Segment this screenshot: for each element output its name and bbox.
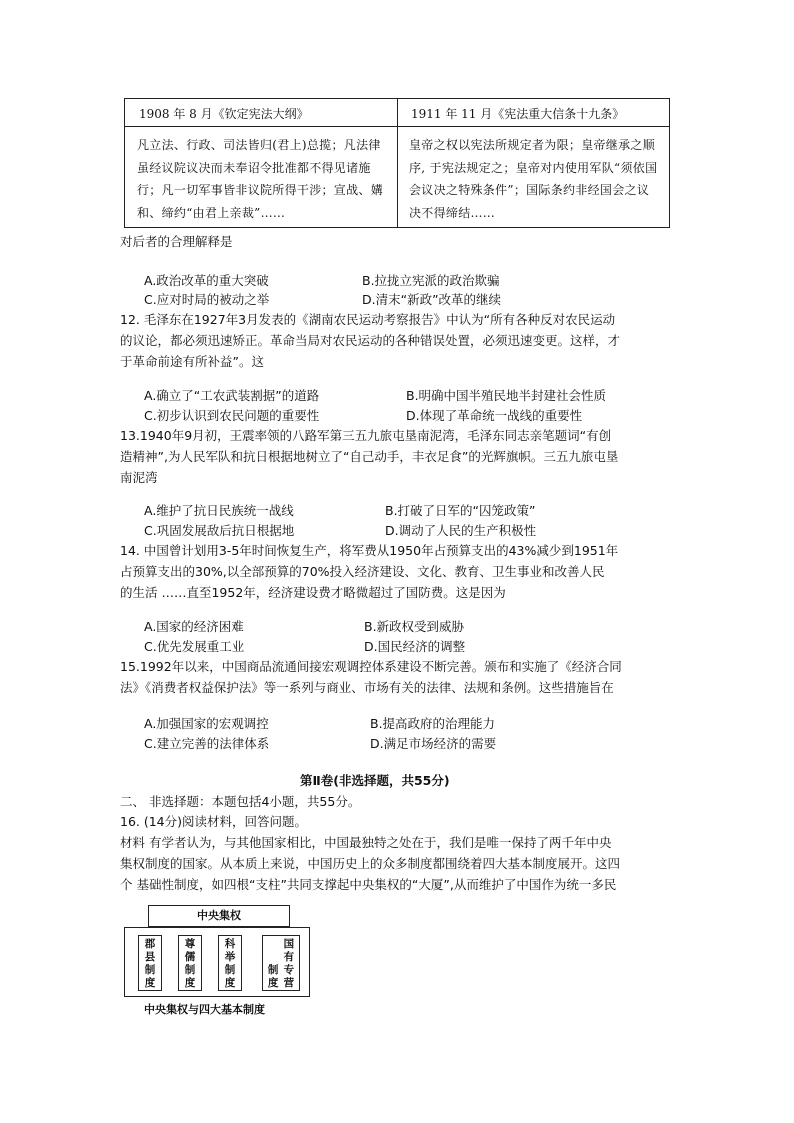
comparison-table bbox=[124, 98, 670, 228]
section-heading: 二、 非选择题：本题包括4小题，共55分。 bbox=[120, 794, 361, 809]
material-line2: 集权制度的国家。从本质上来说，中国历史上的众多制度都围绕着四大基本制度展开。这四 bbox=[120, 856, 621, 871]
q11-option-a[interactable]: A.政治改革的重大突破 bbox=[144, 273, 269, 288]
pillar-4-label-b: 国有专营 bbox=[283, 938, 295, 989]
pillar-4-label-a: 制度 bbox=[267, 964, 279, 989]
q11-option-d[interactable]: D.清末“新政”改革的继续 bbox=[362, 292, 502, 307]
q12-stem-line2: 的议论，都必须迅速矫正。革命当局对农民运动的各种错误处置，必须迅速变更。这样，才 bbox=[120, 333, 621, 348]
q11-option-b[interactable]: B.拉拢立宪派的政治欺骗 bbox=[362, 273, 500, 288]
table-header-left: 1908 年 8 月《钦定宪法大纲》 bbox=[139, 107, 309, 121]
q16-heading: 16. (14分)阅读材料，回答问题。 bbox=[120, 814, 308, 829]
diagram-caption: 中央集权与四大基本制度 bbox=[144, 1003, 265, 1016]
q14-stem-line3: 的生活 ……直至1952年，经济建设费才略微超过了国防费。这是因为 bbox=[120, 585, 506, 600]
part2-title: 第Ⅱ卷(非选择题，共55分) bbox=[300, 773, 450, 788]
q12-stem-line1: 12. 毛泽东在1927年3月发表的《湖南农民运动考察报告》中认为“所有各种反对农民运动 bbox=[120, 312, 616, 327]
q14-stem-line1: 14. 中国曾计划用3-5年时间恢复生产，将军费从1950年占预算支出的43%减少到1951年 bbox=[120, 543, 619, 558]
pillar-2-label: 尊儒制度 bbox=[184, 938, 196, 989]
central-power-diagram bbox=[124, 905, 310, 1017]
table-divider-vertical bbox=[397, 99, 398, 227]
pillar-3 bbox=[218, 935, 242, 991]
q11-option-c[interactable]: C.应对时局的被动之举 bbox=[144, 292, 270, 307]
diagram-roof: 中央集权 bbox=[148, 905, 290, 927]
q14-option-b[interactable]: B.新政权受到威胁 bbox=[364, 619, 465, 634]
pillar-3-label: 科举制度 bbox=[224, 938, 236, 989]
q15-option-b[interactable]: B.提高政府的治理能力 bbox=[370, 716, 496, 731]
q15-stem-line2: 法》《消费者权益保护法》等一系列与商业、市场有关的法律、法规和条例。这些措施旨在 bbox=[120, 680, 614, 695]
q13-option-d[interactable]: D.调动了人民的生产积极性 bbox=[385, 523, 537, 538]
pillar-1 bbox=[138, 935, 162, 991]
q13-option-c[interactable]: C.巩固发展敌后抗日根据地 bbox=[144, 523, 295, 538]
q13-option-b[interactable]: B.打破了日军的“囚笼政策” bbox=[385, 503, 536, 518]
pillar-2 bbox=[178, 935, 202, 991]
table-cell-right: 皇帝之权以宪法所规定者为限；皇帝继承之顺序, 于宪法规定之；皇帝对内使用军队“须依国会议决之特殊条件”；国际条约非经国会之议决不得缔结…… bbox=[409, 138, 658, 220]
q15-option-c[interactable]: C.建立完善的法律体系 bbox=[144, 736, 270, 751]
table-divider-horizontal bbox=[125, 126, 669, 127]
q12-option-c[interactable]: C.初步认识到农民问题的重要性 bbox=[144, 408, 320, 423]
q14-stem-line2: 占预算支出的30%,以全部预算的70%投入经济建设、文化、教育、卫生事业和改善人民 bbox=[120, 564, 605, 579]
q14-option-a[interactable]: A.国家的经济困难 bbox=[144, 619, 244, 634]
material-line1: 材料 有学者认为，与其他国家相比，中国最独特之处在于，我们是唯一保持了两千年中央 bbox=[120, 835, 612, 850]
pillar-1-label: 郡县制度 bbox=[144, 938, 156, 989]
pillar-4 bbox=[262, 935, 300, 991]
table-cell-left: 凡立法、行政、司法皆归(君上)总揽；凡法律虽经议院议决而未奉诏令批准都不得见诸施行；凡一切军事皆非议院所得干涉；宣战、媾和、缔约“由君上亲裁”…… bbox=[137, 138, 384, 220]
q14-option-d[interactable]: D.国民经济的调整 bbox=[364, 639, 466, 654]
q12-option-d[interactable]: D.体现了革命统一战线的重要性 bbox=[406, 408, 583, 423]
material-line3: 个 基础性制度，如四根“支柱”共同支撑起中央集权的“大厦”,从而维护了中国作为统一多民 bbox=[120, 877, 617, 892]
q11-stem: 对后者的合理解释是 bbox=[120, 234, 233, 249]
q12-option-a[interactable]: A.确立了“工农武装割据”的道路 bbox=[144, 388, 320, 403]
q12-stem-line3: 于革命前途有所补益”。这 bbox=[120, 354, 264, 369]
q13-stem-line3: 南泥湾 bbox=[120, 470, 158, 485]
q15-stem-line1: 15.1992年以来，中国商品流通间接宏观调控体系建设不断完善。颁布和实施了《经济合同 bbox=[120, 659, 622, 674]
q14-option-c[interactable]: C.优先发展重工业 bbox=[144, 639, 245, 654]
q13-stem-line2: 造精神”,为人民军队和抗日根据地树立了“自己动手，丰衣足食”的光辉旗帜。三五九旅屯垦 bbox=[120, 449, 619, 464]
q12-option-b[interactable]: B.明确中国半殖民地半封建社会性质 bbox=[406, 388, 607, 403]
q13-stem-line1: 13.1940年9月初，王震率领的八路军第三五九旅屯垦南泥湾，毛泽东同志亲笔题词“有创 bbox=[120, 428, 612, 443]
q15-option-a[interactable]: A.加强国家的宏观调控 bbox=[144, 716, 269, 731]
q13-option-a[interactable]: A.维护了抗日民族统一战线 bbox=[144, 503, 294, 518]
table-header-right: 1911 年 11 月《宪法重大信条十九条》 bbox=[411, 107, 625, 121]
q15-option-d[interactable]: D.满足市场经济的需要 bbox=[370, 736, 497, 751]
